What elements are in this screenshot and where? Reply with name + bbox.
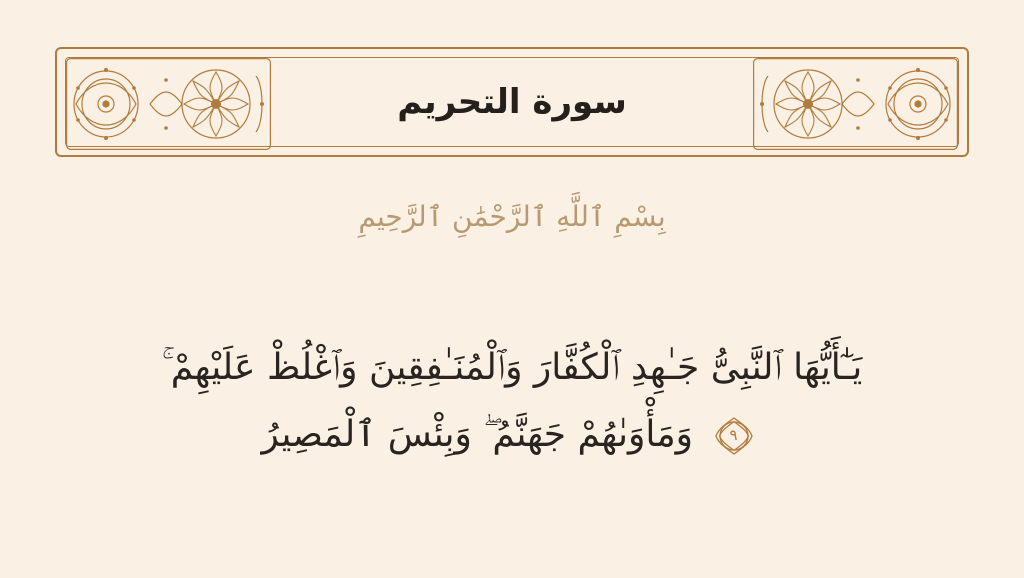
surah-header-frame <box>55 47 969 157</box>
ayah-line-2-wrapper <box>40 402 984 469</box>
ayah-number-medallion <box>711 413 757 459</box>
surah-title: سورة التحريم <box>397 82 627 122</box>
ayah-line-1: يَـٰٓأَيُّهَا ٱلنَّبِىُّ جَـٰهِدِ ٱلْكُفَّارَ وَٱلْمُنَـٰفِقِينَ وَٱغْلُظْ عَلَيْهِمْ ۚ <box>161 347 863 388</box>
ayah-line-2: وَمَأْوَىٰهُمْ جَهَنَّمُ ۖ وَبِئْسَ ٱلْمَصِيرُ <box>261 413 694 455</box>
basmala-text: بِسْمِ ٱللَّهِ ٱلرَّحْمَٰنِ ٱلرَّحِيمِ <box>358 200 666 233</box>
ayah-text-block <box>40 335 984 468</box>
ayah-number: ٩ <box>729 425 738 444</box>
